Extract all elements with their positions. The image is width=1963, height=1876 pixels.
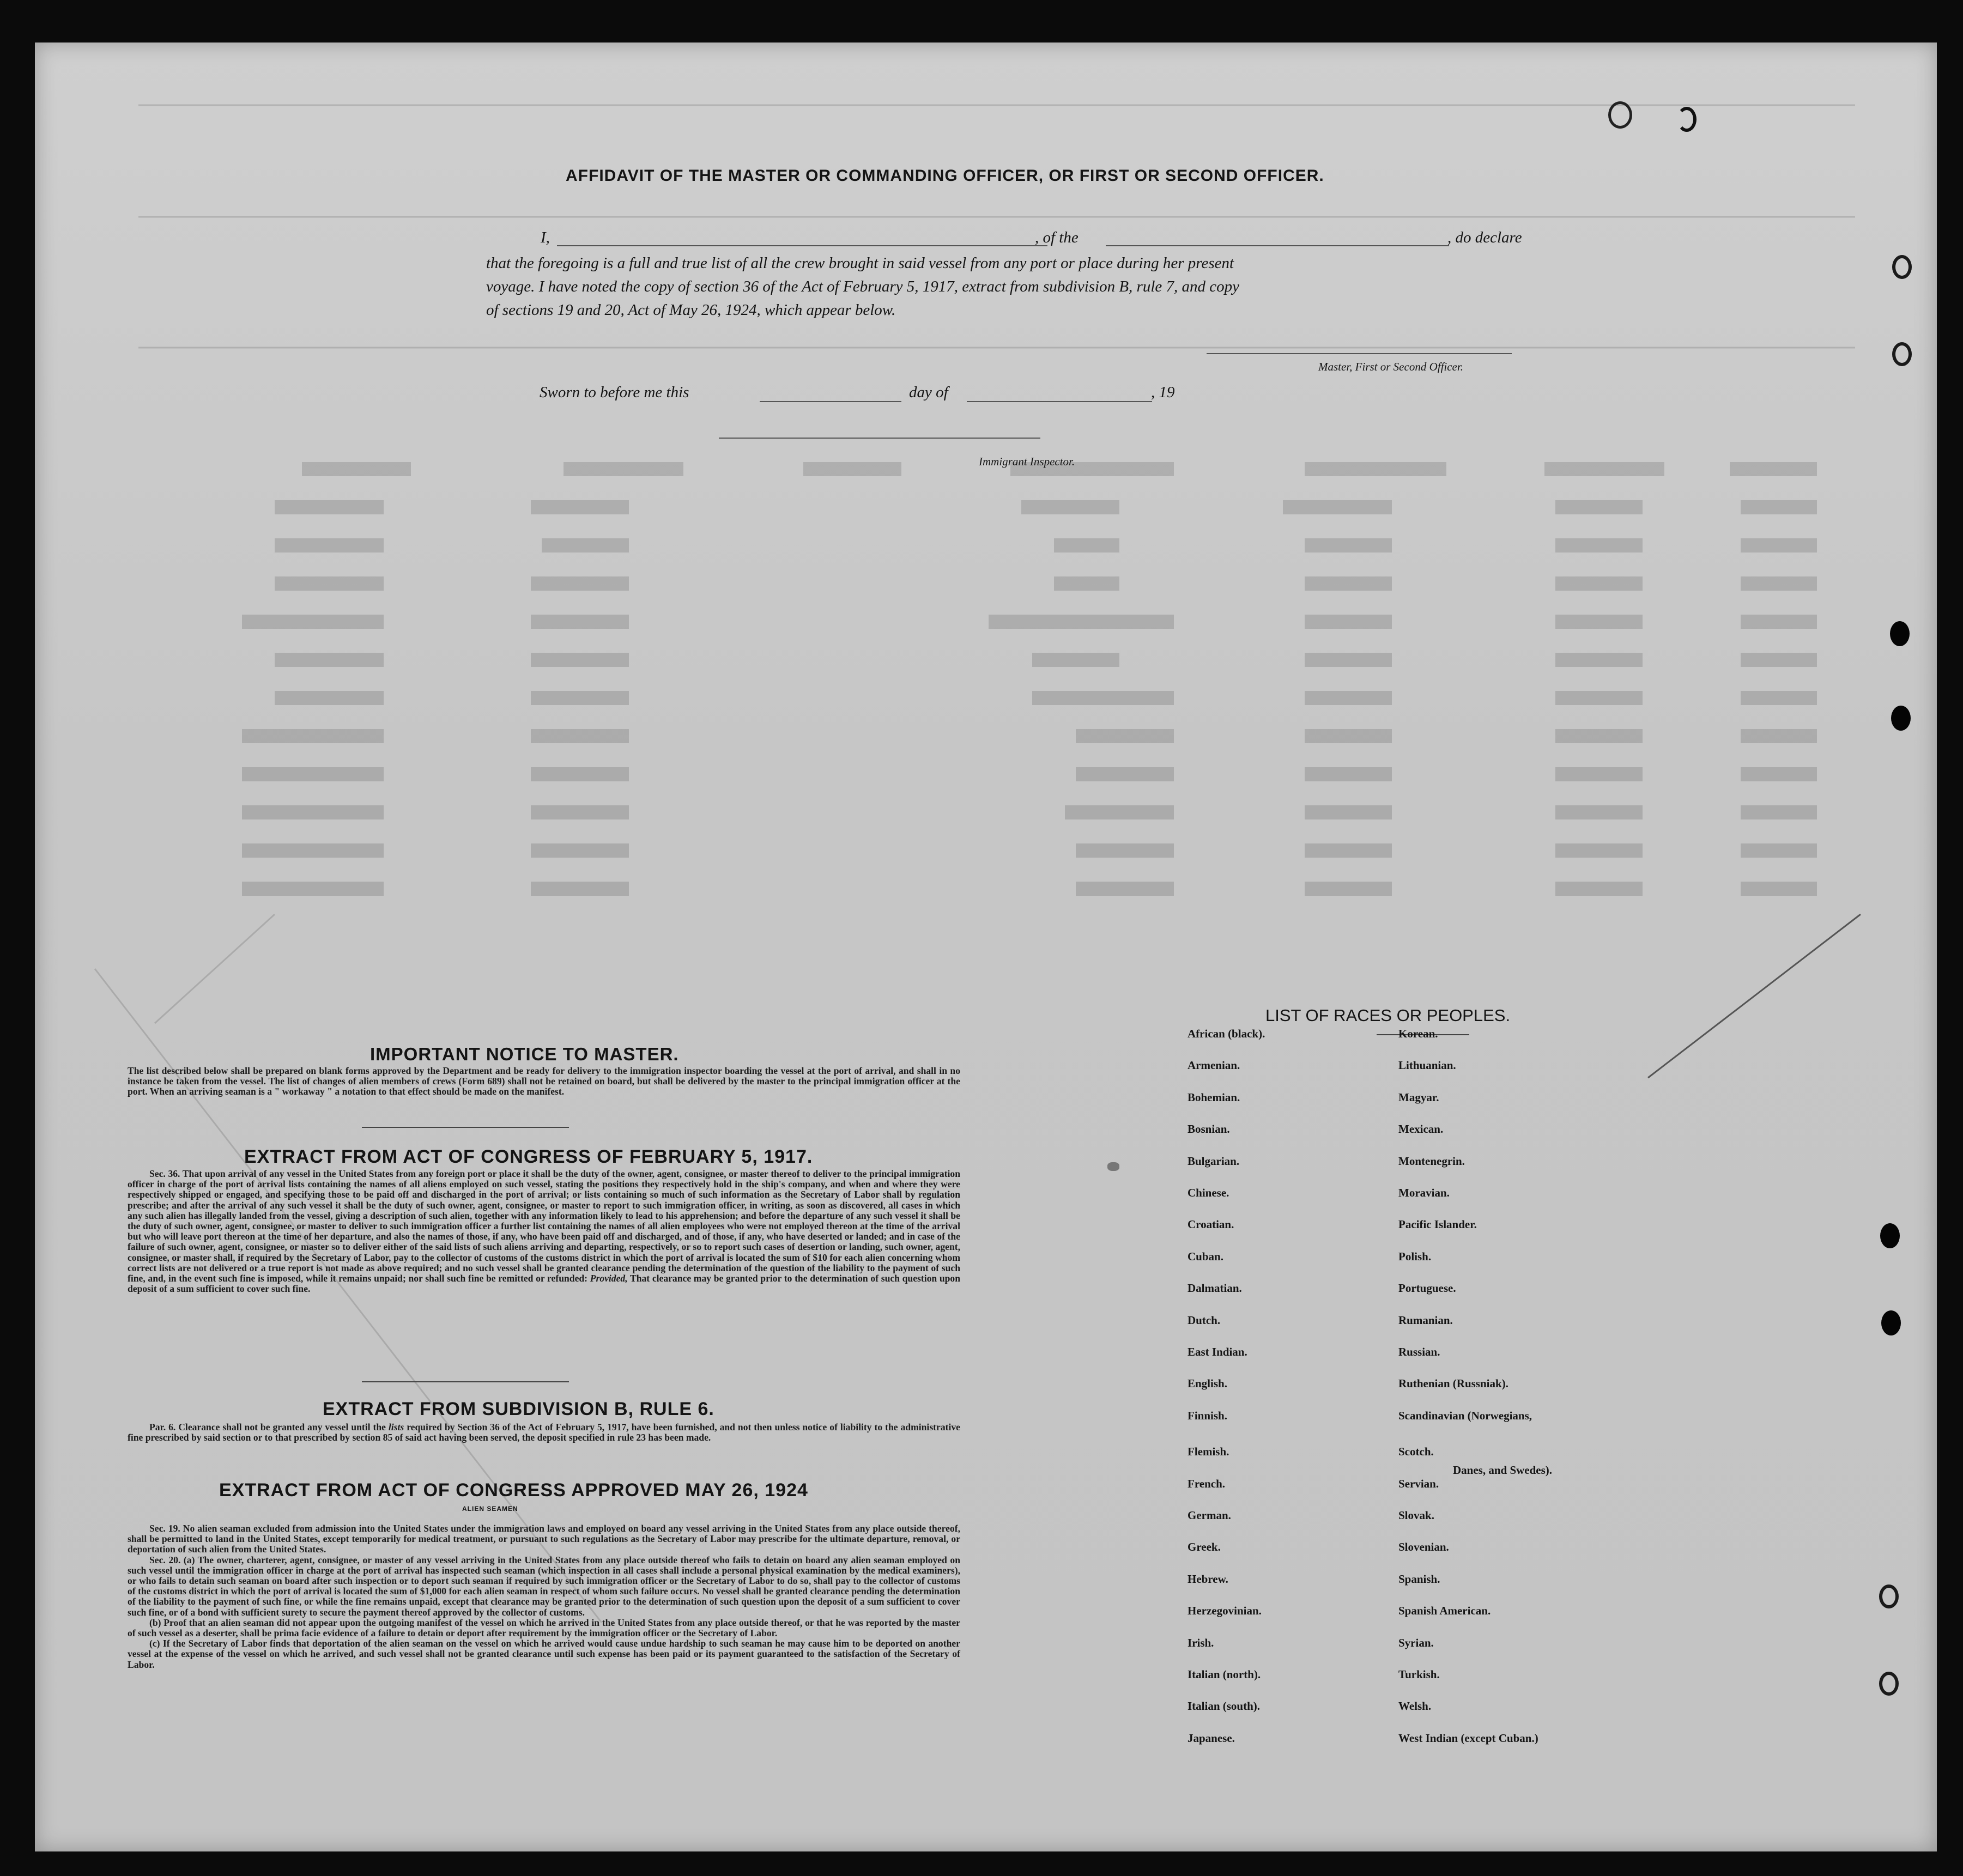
- sec-20a-text: (a) The owner, charterer, agent, consignee, or master of any vessel arriving in the United States from any place outside thereof who fails to detain on board any alien seaman employed on such vessel until the immigration officer in charge at the port of arrival has inspected such seaman (which inspection in all cases shall include a personal physical examination by the medical examiners), or who fails to detain such seaman on board after such inspection or to deport such seaman if required by such immigration officer or the Secretary of Labor to do so, shall pay to the collector of customs of the customs district in which the port of arrival is located the sum of $1,000 for each alien seaman in respect of whom such failure occurs. No vessel shall be granted clearance pending the determination of the liability to the payment of such fine, or while the fine remains unpaid, except that clearance may be granted prior to the determination of such question upon the deposit of a sum sufficient to cover such fine, or of a bond with sufficient surety to secure the payment thereof approved by the collector of customs.: [128, 1554, 960, 1618]
- binder-hole-ring: [1879, 1584, 1899, 1608]
- notice-paragraph: The list described below shall be prepared on blank forms approved by the Department and be ready for delivery to the immigration inspector boarding the vessel at the port of arrival, and shall in no instance be taken from the vessel. The list of changes of alien members of crews (Form 689) shall not be retained on board, but shall be delivered by the master to the principal immigration officer at the port. When an arriving seaman is a " workaway " a notation to that effect should be made on the manifest.: [128, 1065, 960, 1097]
- race-item: English.: [1188, 1377, 1227, 1391]
- race-item: French.: [1188, 1477, 1226, 1490]
- master-signature-line[interactable]: [1207, 353, 1512, 354]
- inspector-signature-line[interactable]: [719, 438, 1040, 439]
- race-item: Dutch.: [1188, 1313, 1221, 1327]
- race-item: Croatian.: [1188, 1218, 1234, 1231]
- affidavit-i-label: I,: [541, 229, 550, 246]
- race-item: Russian.: [1398, 1345, 1440, 1358]
- rule6-text-a: Par. 6. Clearance shall not be granted any vessel until the: [149, 1422, 386, 1432]
- affidavit-title: AFFIDAVIT OF THE MASTER OR COMMANDING OFFICER, OR FIRST OR SECOND OFFICER.: [566, 167, 1324, 185]
- rule6-lists: lists: [388, 1422, 404, 1432]
- race-item: Polish.: [1398, 1249, 1432, 1263]
- race-item: African (black).: [1188, 1027, 1265, 1040]
- race-item: Bosnian.: [1188, 1122, 1230, 1136]
- race-item: Bulgarian.: [1188, 1154, 1240, 1168]
- extract-1917-body: [128, 1169, 960, 1294]
- extract-rule6-body: [128, 1422, 960, 1443]
- races-title: LIST OF RACES OR PEOPLES.: [1265, 1006, 1511, 1025]
- section-divider: [362, 1381, 569, 1382]
- race-item: Chinese.: [1188, 1186, 1229, 1199]
- sworn-month-line[interactable]: [967, 401, 1152, 402]
- sec-19-label: Sec. 19.: [149, 1523, 180, 1534]
- rule6-text-b: required by Section 36 of the Act of February 5, 1917, have been furnished, and not then unless notice of liability to the administrative fine prescribed by said section or to that prescribed by section 85 of said act having been served, the deposit specified in rule 23 has been made.: [128, 1422, 960, 1443]
- race-item: Rumanian.: [1398, 1313, 1453, 1327]
- race-item: Dalmatian.: [1188, 1282, 1242, 1295]
- race-item: Welsh.: [1398, 1699, 1432, 1713]
- sworn-day-of: day of: [909, 384, 948, 401]
- race-item: Italian (south).: [1188, 1699, 1261, 1713]
- binder-hole: [1881, 1310, 1901, 1335]
- race-item: Montenegrin.: [1398, 1154, 1465, 1168]
- notice-title: IMPORTANT NOTICE TO MASTER.: [370, 1044, 679, 1064]
- race-item: Scandinavian (Norwegians,: [1398, 1408, 1532, 1422]
- affidavit-line-2: voyage. I have noted the copy of section 36 of the Act of February 5, 1917, extract from subdivision B, rule 7, and copy: [486, 278, 1240, 295]
- race-item: Lithuanian.: [1398, 1059, 1456, 1072]
- affidavit-line-3: of sections 19 and 20, Act of May 26, 1924, which appear below.: [486, 301, 896, 319]
- race-item: Scotch.: [1398, 1445, 1434, 1459]
- sec-20-label: Sec. 20.: [149, 1554, 181, 1565]
- notice-text: [128, 1066, 960, 1097]
- name-blank-line[interactable]: [557, 245, 1047, 246]
- race-item: Hebrew.: [1188, 1572, 1228, 1586]
- provided-label: Provided,: [590, 1273, 628, 1284]
- race-item: Portuguese.: [1398, 1282, 1456, 1295]
- sec-36-text-end: That clearance may be granted prior to the determination of such question upon deposit of a sum sufficient to cover such fine.: [128, 1273, 960, 1295]
- section-divider: [362, 1127, 569, 1128]
- extract-1924-title: EXTRACT FROM ACT OF CONGRESS APPROVED MAY 26, 1924: [219, 1480, 808, 1501]
- race-item: Greek.: [1188, 1540, 1221, 1554]
- sec-36-text: That upon arrival of any vessel in the United States from any foreign port or place it shall be the duty of the owner, agent, consignee, or master thereof to deliver to the principal immigration officer in charge of the port of arrival lists containing the names of all aliens employed on such vessel, stating the positions they respectively hold in the ship's company, and when and where they were respectively shipped or engaged, and specifying those to be paid off and discharged in the port of arrival; or lists containing so much of such information as the Secretary of Labor shall by regulation prescribe; and after the arrival of any such vessel it shall be the duty of such owner, agent, consignee, or master to report to such immigration officer, in writing, as soon as discovered, all cases in which any such alien has illegally landed from the vessel, giving a description of such alien, together with any information likely to lead to his apprehension; and before the departure of any such vessel it shall be the duty of such owner, agent, consignee, or master to deliver to such immigration officer a further list containing the names of all alien employees who were not employed thereon at the time of the arrival but who will leave port thereon at the time of her departure, and also the names of those, if any, who have been paid off and discharged, and of those, if any, who have deserted or landed; and in case of the failure of such owner, agent, consignee, or master so to deliver either of the said lists of such aliens arriving and departing, respectively, or so to report such cases of desertion or landing, such owner, agent, consignee, or master shall, if required by the Secretary of Labor, pay to the collector of customs of the customs district in which the port of arrival is located the sum of $10 for each alien concerning whom correct lists are not delivered or a true report is not made as above required; and no such vessel shall be granted clearance pending the determination of the question of the liability to the payment of such fine, and, in the event such fine is imposed, while it remains unpaid; nor shall such fine be remitted or refunded:: [128, 1168, 960, 1284]
- race-item: Herzegovinian.: [1188, 1604, 1262, 1618]
- affidavit-of-the: , of the: [1035, 229, 1079, 246]
- race-item: Finnish.: [1188, 1408, 1227, 1422]
- race-item: Magyar.: [1398, 1090, 1439, 1104]
- sec-20c-text: (c) If the Secretary of Labor finds that deportation of the alien seaman on the vessel on which he arrived would cause undue hardship to such seaman he may cause him to be deported on another vessel at the expense of the vessel on which he arrived, and such vessel shall not be granted clearance until such expense has been paid or its payment guaranteed to the satisfaction of the Secretary of Labor.: [128, 1638, 960, 1670]
- extract-1924-subtitle: ALIEN SEAMEN: [462, 1505, 518, 1513]
- binder-hole: [1891, 706, 1911, 731]
- sec-36-label: Sec. 36.: [149, 1168, 180, 1179]
- race-item: Italian (north).: [1188, 1668, 1261, 1681]
- extract-rule6-title: EXTRACT FROM SUBDIVISION B, RULE 6.: [323, 1399, 714, 1419]
- binder-hole: [1880, 1223, 1900, 1248]
- race-scandinavian-continued: Danes, and Swedes).: [1453, 1464, 1553, 1477]
- document-page: [35, 43, 1937, 1851]
- race-item: West Indian (except Cuban.): [1398, 1731, 1538, 1745]
- race-item: Pacific Islander.: [1398, 1218, 1477, 1231]
- race-item: Mexican.: [1398, 1122, 1444, 1136]
- race-item: Cuban.: [1188, 1249, 1223, 1263]
- race-item: Irish.: [1188, 1636, 1214, 1649]
- race-item: Slovak.: [1398, 1509, 1434, 1522]
- race-item: German.: [1188, 1509, 1231, 1522]
- ink-blot: [1107, 1162, 1119, 1171]
- vessel-blank-line[interactable]: [1106, 245, 1449, 246]
- race-item: Turkish.: [1398, 1668, 1440, 1681]
- race-item: Moravian.: [1398, 1186, 1450, 1199]
- extract-1924-body: [128, 1523, 960, 1670]
- binder-hole-ring: [1879, 1672, 1899, 1696]
- binder-hole: [1890, 621, 1910, 646]
- race-item: Ruthenian (Russniak).: [1398, 1377, 1508, 1391]
- race-item: Armenian.: [1188, 1059, 1240, 1072]
- sworn-year-prefix: , 19: [1151, 384, 1175, 401]
- extract-1917-title: EXTRACT FROM ACT OF CONGRESS OF FEBRUARY 5, 1917.: [244, 1146, 813, 1167]
- affidavit-do-declare: , do declare: [1447, 229, 1522, 246]
- race-item: Slovenian.: [1398, 1540, 1449, 1554]
- punch-ring-mark: [1608, 101, 1632, 129]
- affidavit-line-1: that the foregoing is a full and true list of all the crew brought in said vessel from any port or place during her present: [486, 254, 1234, 272]
- race-item: Spanish.: [1398, 1572, 1440, 1586]
- binder-hole-ring: [1892, 342, 1912, 366]
- race-item: Bohemian.: [1188, 1090, 1240, 1104]
- stray-pen-line: [1643, 909, 1871, 1083]
- race-item: Spanish American.: [1398, 1604, 1491, 1618]
- sec-20b-text: (b) Proof that an alien seaman did not appear upon the outgoing manifest of the vessel on which he arrived in the United States from any place outside thereof, or that he was reported by the master of such vessel as a deserter, shall be prima facie evidence of a failure to detain or deport after requirement by the immigration officer or the Secretary of Labor.: [128, 1617, 960, 1639]
- sworn-label: Sworn to before me this: [540, 384, 689, 401]
- race-item: Flemish.: [1188, 1445, 1229, 1459]
- sec-19-text: No alien seaman excluded from admission into the United States under the immigration laws and employed on board any vessel arriving in the United States from any place outside thereof, shall be permitted to land in the United States, except temporarily for medical treatment, or pursuant to such regulations as the Secretary of Labor may prescribe for the ultimate departure, removal, or deportation of such alien from the United States.: [128, 1523, 960, 1555]
- race-item: East Indian.: [1188, 1345, 1247, 1358]
- punch-ring-mark: [1677, 107, 1697, 132]
- race-item: Japanese.: [1188, 1731, 1235, 1745]
- binder-hole-ring: [1892, 255, 1912, 279]
- race-item: Syrian.: [1398, 1636, 1434, 1649]
- master-signature-label: Master, First or Second Officer.: [1318, 360, 1463, 373]
- race-item: Korean.: [1398, 1027, 1438, 1040]
- sworn-day-line[interactable]: [760, 401, 901, 402]
- race-item: Servian.: [1398, 1477, 1439, 1490]
- inspector-signature-label: Immigrant Inspector.: [979, 455, 1075, 468]
